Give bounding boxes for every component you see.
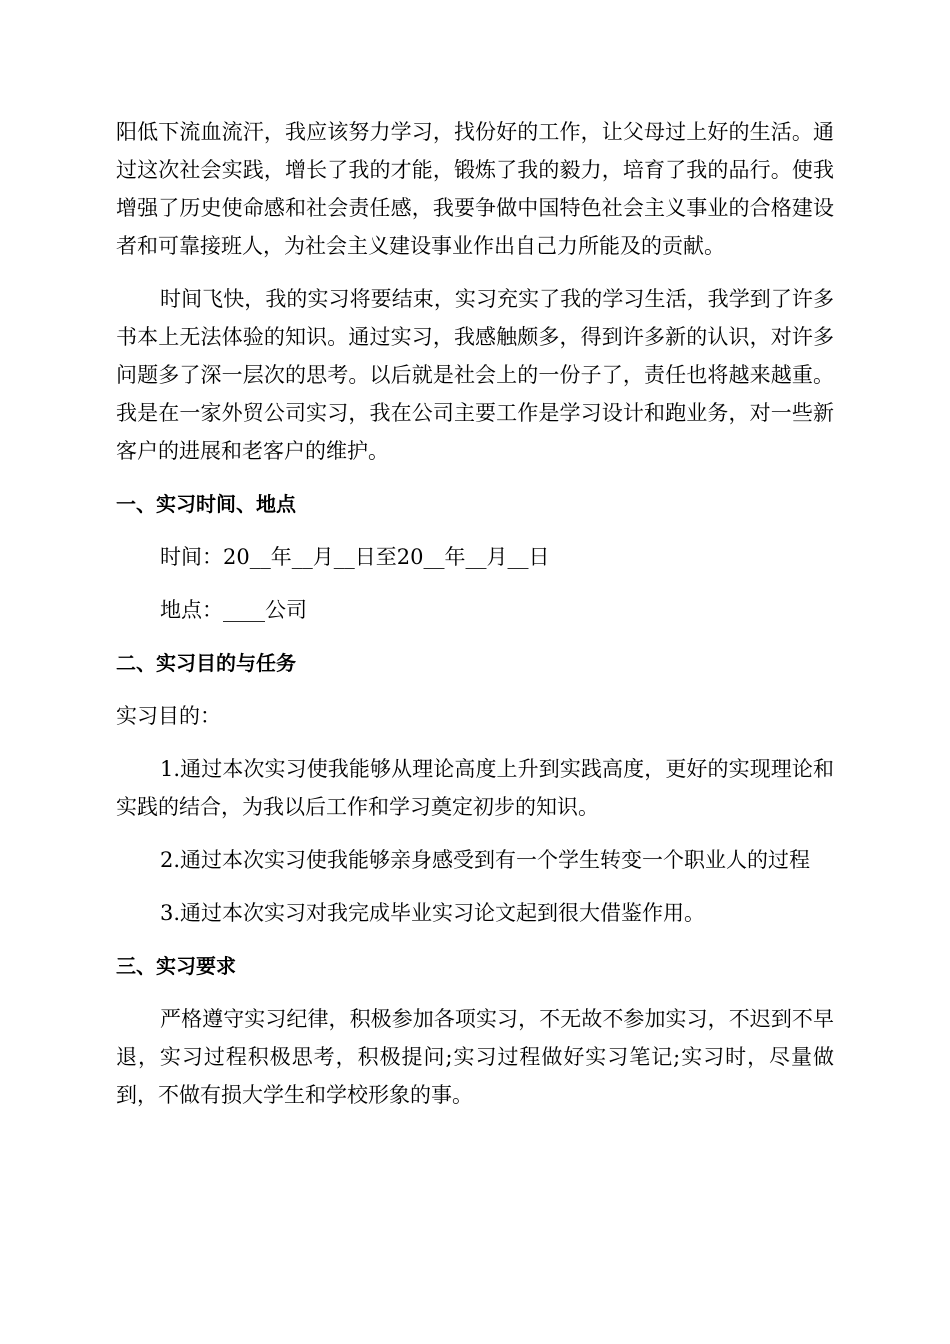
time-line: 时间：20__年__月__日至20__年__月__日 xyxy=(160,545,550,569)
document-page xyxy=(116,113,834,1114)
purpose-label: 实习目的： xyxy=(116,704,221,728)
heading-purpose-tasks: 二、实习目的与任务 xyxy=(116,651,296,675)
paragraph-internship-summary: 时间飞快，我的实习将要结束，实习充实了我的学习生活，我学到了许多书本上无法体验的知识。通过实习，我感触颇多，得到许多新的认识，对许多问题多了深一层次的思考。以后就是社会上的一份子了，责任也将越来越重。我是在一家外贸公司实习，我在公司主要工作是学习设计和跑业务，对一些新客户的进展和老客户的维护。 xyxy=(116,287,834,463)
heading-requirements: 三、实习要求 xyxy=(116,954,236,978)
paragraph-social-practice: 阳低下流血流汗，我应该努力学习，找份好的工作，让父母过上好的生活。通过这次社会实践，增长了我的才能，锻炼了我的毅力，培育了我的品行。使我增强了历史使命感和社会责任感，我要争做中国特色社会主义事业的合格建设者和可靠接班人，为社会主义建设事业作出自己力所能及的贡献。 xyxy=(116,120,834,258)
purpose-item-1: 1.通过本次实习使我能够从理论高度上升到实践高度，更好的实现理论和实践的结合，为我以后工作和学习奠定初步的知识。 xyxy=(116,757,834,819)
purpose-item-2: 2.通过本次实习使我能够亲身感受到有一个学生转变一个职业人的过程 xyxy=(160,848,811,872)
place-line: 地点：____公司 xyxy=(160,598,307,622)
heading-time-place: 一、实习时间、地点 xyxy=(116,492,296,516)
purpose-item-3: 3.通过本次实习对我完成毕业实习论文起到很大借鉴作用。 xyxy=(160,901,706,925)
paragraph-requirements: 严格遵守实习纪律，积极参加各项实习，不无故不参加实习，不迟到不早退，实习过程积极思考，积极提问;实习过程做好实习笔记;实习时，尽量做到，不做有损大学生和学校形象的事。 xyxy=(116,1007,834,1107)
